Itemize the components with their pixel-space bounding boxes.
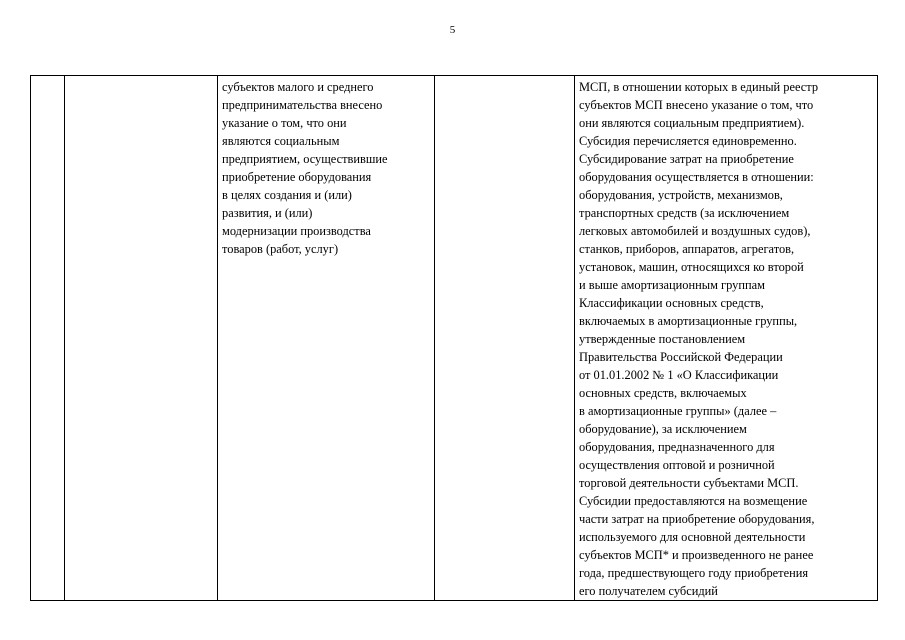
table-cell-recipients — [218, 76, 435, 601]
table-cell-conditions — [575, 76, 878, 601]
table-cell-empty — [435, 76, 575, 601]
document-table — [30, 75, 878, 601]
table-cell-name — [65, 76, 218, 601]
page-number: 5 — [449, 24, 456, 36]
table-cell-number — [31, 76, 65, 601]
conditions-text: МСП, в отношении которых в единый реестр субъектов МСП внесено указание о том, что они являются социальным предприятием). Субсидия перечисляется единовременно. Субсидирование затрат на приобретение оборудования осуществляется в отношении: оборудования, устройств, механизмов, транспортных средств (за исключением легковых автомобилей и воздушных судов), станков, приборов, аппаратов, агрегатов, установок, машин, относящихся ко второй и выше амортизационным группам Классификации основных средств, включаемых в амортизационные группы, утвержденные постановлением Правительства Российской Федерации от 01.01.2002 № 1 «О Классификации основных средств, включаемых в амортизационные группы» (далее – оборудование), за исключением оборудования, предназначенного для осуществления оптовой и розничной торговой деятельности субъектами МСП. Субсидии предоставляются на возмещение части затрат на приобретение оборудования, используемого для основной деятельности субъектов МСП* и произведенного не ранее года, предшествующего году приобретения его получателем субсидий — [579, 80, 819, 598]
recipients-text: субъектов малого и среднего предпринимательства внесено указание о том, что они являются социальным предприятием, осуществившие приобретение оборудования в целях создания и (или) развития, и (или) модернизации производства товаров (работ, услуг) — [222, 80, 388, 256]
table-row — [31, 76, 878, 601]
